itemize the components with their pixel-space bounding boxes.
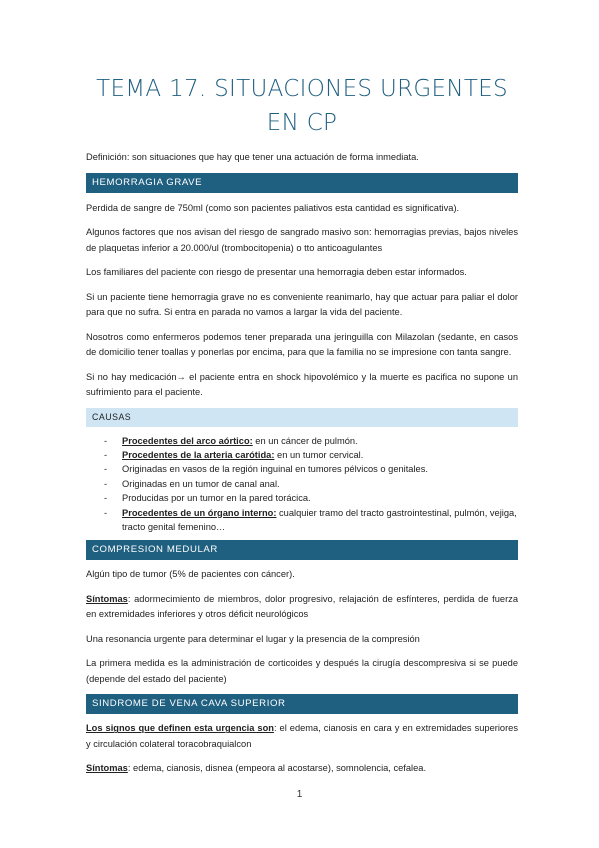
- vena-cava-paragraph-2: Síntomas: edema, cianosis, disnea (empeora al acostarse), somnolencia, cefalea.: [86, 763, 427, 774]
- vena-cava-paragraph-1: Los signos que definen esta urgencia son: el edema, cianosis en cara y en extremidades superiores y circulación colateral toracobraquialcon: [86, 723, 518, 749]
- definition-paragraph: Definición: son situaciones que hay que tener una actuación de forma inmediata.: [86, 152, 419, 162]
- list-item: - Procedentes de la arteria carótida: en un tumor cervical.: [106, 448, 518, 462]
- causas-list: [86, 434, 518, 535]
- compresion-paragraph-2: Síntomas: adormecimiento de miembros, dolor progresivo, relajación de esfínteres, perdida de fuerza en extremidades inferiores y otros déficit neurológicos: [86, 593, 518, 620]
- hemorragia-paragraph-1: Perdida de sangre de 750ml (como son pacientes paliativos esta cantidad es significativa).: [86, 202, 460, 213]
- section-heading-vena-cava: SINDROME DE VENA CAVA SUPERIOR: [86, 694, 518, 714]
- list-item: - Originadas en vasos de la región inguinal en tumores pélvicos o genitales.: [106, 462, 518, 476]
- hemorragia-paragraph-4: Si un paciente tiene hemorragia grave no es conveniente reanimarlo, hay que actuar para paliar el dolor para que no sufra. Si entra en parada no vamos a largar la vida del paciente.: [86, 291, 518, 317]
- document-page: [86, 0, 518, 777]
- compresion-paragraph-1: Algún tipo de tumor (5% de pacientes con cáncer).: [86, 569, 295, 580]
- list-item: - Procedentes de un órgano interno: cualquier tramo del tracto gastrointestinal, pulmón, vejiga, tracto genital femenino…: [106, 506, 518, 535]
- compresion-paragraph-4: La primera medida es la administración de corticoides y después la cirugía descompresiva si se puede (depende del estado del paciente): [86, 658, 518, 684]
- hemorragia-paragraph-2: Algunos factores que nos avisan del riesgo de sangrado masivo son: hemorragias previas, bajos niveles de plaquetas inferior a 20.000/ul (trombocitopenia) o tto anticoagulantes: [86, 227, 518, 253]
- hemorragia-paragraph-6: Si no hay medicación→ el paciente entra en shock hipovolémico y la muerte es pacifica no supone un sufrimiento para el paciente.: [86, 371, 518, 397]
- list-item: - Procedentes del arco aórtico: en un cáncer de pulmón.: [106, 434, 518, 448]
- list-item: - Producidas por un tumor en la pared torácica.: [106, 491, 518, 505]
- section-heading-compresion: COMPRESION MEDULAR: [86, 540, 518, 560]
- section-heading-causas: CAUSAS: [86, 408, 518, 427]
- hemorragia-paragraph-5: Nosotros como enfermeros podemos tener preparada una jeringuilla con Milazolan (sedante, en casos de domicilio tener toallas y ponerlas por encima, para que la familia no se impresione con tanta sangre.: [86, 331, 518, 357]
- page-number: 1: [296, 789, 303, 800]
- section-heading-hemorragia: HEMORRAGIA GRAVE: [86, 173, 518, 193]
- hemorragia-paragraph-3: Los familiares del paciente con riesgo de presentar una hemorragia deben estar informados.: [86, 267, 467, 277]
- compresion-paragraph-3: Una resonancia urgente para determinar el lugar y la presencia de la compresión: [86, 633, 420, 644]
- list-item: - Originadas en un tumor de canal anal.: [106, 477, 518, 491]
- page-title: TEMA 17. SITUACIONES URGENTES EN CP: [96, 76, 508, 136]
